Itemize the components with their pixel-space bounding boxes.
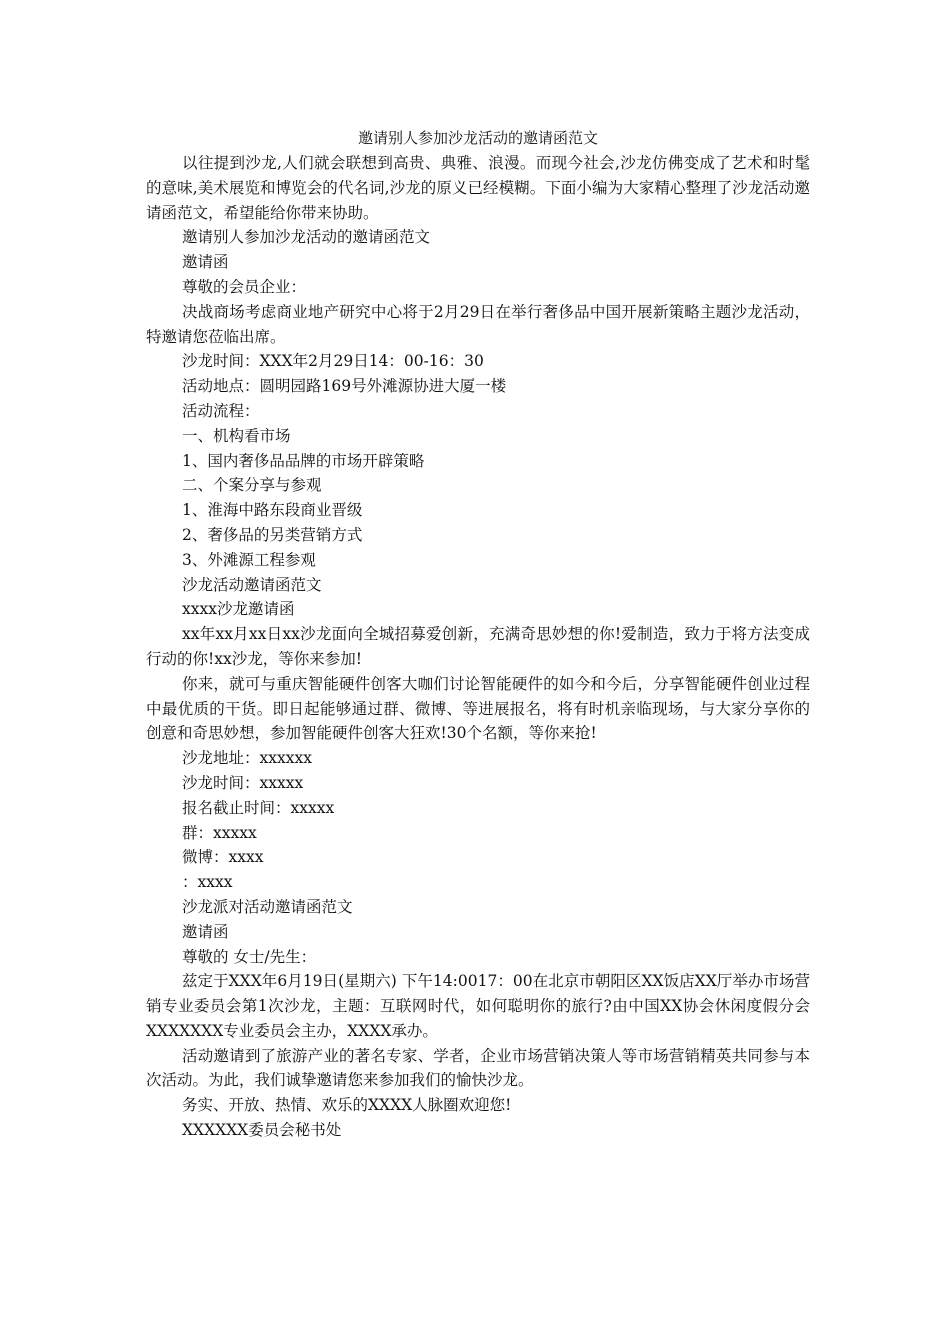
letter-heading: 邀请函 [182,253,229,272]
agenda-item: 1、国内奢侈品品牌的市场开辟策略 [182,451,425,470]
agenda-item: 3、外滩源工程参观 [182,550,316,569]
event-location: 活动地点：圆明园路169号外滩源协进大厦一楼 [182,377,507,396]
intro-paragraph: 以往提到沙龙,人们就会联想到高贵、典雅、浪漫。而现今社会,沙龙仿佛变成了艺术和时髦的意味,美术展览和博览会的代名词,沙龙的原义已经模糊。下面小编为大家精心整理了沙龙活动邀请函范文，希望能给你带来协助。 [146,154,810,222]
salutation: 尊敬的 女士/先生： [182,947,317,966]
event-time: 沙龙时间：XXX年2月29日14：00-16：30 [182,352,484,371]
body-paragraph: 决战商场考虑商业地产研究中心将于2月29日在举行奢侈品中国开展新策略主题沙龙活动，特邀请您莅临出席。 [146,302,810,346]
section-heading: 沙龙派对活动邀请函范文 [182,897,353,916]
detail-line: ：xxxx [182,873,233,892]
body-paragraph: 活动邀请到了旅游产业的著名专家、学者，企业市场营销决策人等市场营销精英共同参与本次活动。为此，我们诚挚邀请您来参加我们的愉快沙龙。 [146,1046,810,1090]
agenda-item: 二、个案分享与参观 [182,476,322,495]
agenda-item: 一、机构看市场 [182,426,291,445]
body-paragraph: 兹定于XXX年6月19日(星期六) 下午14:0017：00在北京市朝阳区XX饭店XX厅举办市场营销专业委员会第1次沙龙，主题：互联网时代，如何聪明你的旅行?由中国XX协会休闲度假分会XXXXXXX专业委员会主办，XXXX承办。 [146,972,810,1040]
letter-heading: xxxx沙龙邀请函 [182,600,295,619]
body-paragraph: 你来，就可与重庆智能硬件创客大咖们讨论智能硬件的如今和今后，分享智能硬件创业过程中最优质的干货。即日起能够通过群、微博、等进展报名，将有时机亲临现场，与大家分享你的创意和奇思妙想，参加智能硬件创客大狂欢!30个名额，等你来抢! [146,674,810,743]
salutation: 尊敬的会员企业： [182,277,307,296]
body-paragraph: xx年xx月xx日xx沙龙面向全城招募爱创新，充满奇思妙想的你!爱制造，致力于将方法变成行动的你!xx沙龙，等你来参加! [146,625,810,668]
detail-line: 报名截止时间：xxxxx [182,798,335,817]
letter-heading: 邀请函 [182,922,229,941]
detail-line: 沙龙地址：xxxxxx [182,749,312,768]
section-heading: 沙龙活动邀请函范文 [182,575,322,594]
document-title: 邀请别人参加沙龙活动的邀请函范文 [357,129,598,147]
agenda-heading: 活动流程： [182,401,260,420]
agenda-item: 1、淮海中路东段商业晋级 [182,501,363,520]
section-heading: 邀请别人参加沙龙活动的邀请函范文 [182,228,431,247]
detail-line: 微博：xxxx [182,848,264,867]
agenda-item: 2、奢侈品的另类营销方式 [182,525,363,544]
document-page [146,126,810,1143]
signature-line: XXXXXX委员会秘书处 [182,1121,342,1140]
closing-line: 务实、开放、热情、欢乐的XXXX人脉圈欢迎您! [182,1096,512,1115]
detail-line: 沙龙时间：xxxxx [182,773,304,792]
detail-line: 群：xxxxx [182,823,257,842]
